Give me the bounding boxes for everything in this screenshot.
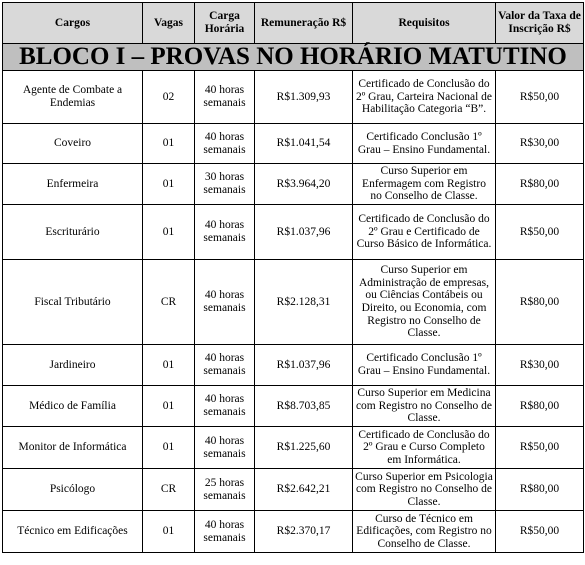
cargos-table: [2, 2, 584, 553]
cell-taxa: R$50,00: [496, 205, 584, 260]
cell-requisitos: Certificado Conclusão 1º Grau – Ensino Fundamental.: [353, 345, 496, 386]
cell-cargo: Jardineiro: [3, 345, 143, 386]
table-row: [3, 71, 584, 124]
cell-carga: 40 horas semanais: [195, 345, 255, 386]
cell-requisitos: Curso Superior em Administração de empresas, ou Ciências Contábeis ou Direito, ou Economia, com Registro no Conselho de Classe.: [353, 260, 496, 345]
cell-vagas: 01: [143, 511, 195, 553]
cell-remuneracao: R$2.128,31: [255, 260, 353, 345]
cell-cargo: Enfermeira: [3, 164, 143, 205]
cell-requisitos: Certificado de Conclusão do 2º Grau e Curso Completo em Informática.: [353, 427, 496, 469]
cell-vagas: CR: [143, 260, 195, 345]
cell-taxa: R$50,00: [496, 71, 584, 124]
cell-carga: 30 horas semanais: [195, 164, 255, 205]
cell-carga: 40 horas semanais: [195, 124, 255, 164]
cell-cargo: Coveiro: [3, 124, 143, 164]
header-vagas: Vagas: [143, 3, 195, 44]
table-row: [3, 469, 584, 511]
table-row: [3, 205, 584, 260]
cell-taxa: R$80,00: [496, 164, 584, 205]
cell-carga: 40 horas semanais: [195, 205, 255, 260]
header-requisitos: Requisitos: [353, 3, 496, 44]
cell-taxa: R$50,00: [496, 427, 584, 469]
cell-vagas: 01: [143, 205, 195, 260]
table-row: [3, 124, 584, 164]
cell-requisitos: Curso Superior em Medicina com Registro no Conselho de Classe.: [353, 386, 496, 427]
cell-vagas: 02: [143, 71, 195, 124]
header-remuneracao: Remuneração R$: [255, 3, 353, 44]
cell-cargo: Médico de Família: [3, 386, 143, 427]
cell-remuneracao: R$1.037,96: [255, 345, 353, 386]
cell-carga: 40 horas semanais: [195, 260, 255, 345]
cell-taxa: R$50,00: [496, 511, 584, 553]
cell-cargo: Psicólogo: [3, 469, 143, 511]
cell-cargo: Monitor de Informática: [3, 427, 143, 469]
cell-vagas: 01: [143, 164, 195, 205]
table-row: [3, 164, 584, 205]
block-title: BLOCO I – PROVAS NO HORÁRIO MATUTINO: [3, 44, 584, 71]
cell-taxa: R$80,00: [496, 260, 584, 345]
cell-taxa: R$80,00: [496, 469, 584, 511]
cell-remuneracao: R$1.225,60: [255, 427, 353, 469]
table-row: [3, 386, 584, 427]
cell-taxa: R$30,00: [496, 345, 584, 386]
header-cargos: Cargos: [3, 3, 143, 44]
header-row: [3, 3, 584, 44]
cell-requisitos: Curso Superior em Psicologia com Registro no Conselho de Classe.: [353, 469, 496, 511]
cell-requisitos: Curso de Técnico em Edificações, com Registro no Conselho de Classe.: [353, 511, 496, 553]
table-row: [3, 260, 584, 345]
cell-remuneracao: R$2.370,17: [255, 511, 353, 553]
cell-carga: 40 horas semanais: [195, 427, 255, 469]
cell-cargo: Agente de Combate a Endemias: [3, 71, 143, 124]
cell-vagas: 01: [143, 386, 195, 427]
cell-cargo: Fiscal Tributário: [3, 260, 143, 345]
cell-requisitos: Certificado de Conclusão do 2º Grau, Carteira Nacional de Habilitação Categoria “B”.: [353, 71, 496, 124]
cell-vagas: CR: [143, 469, 195, 511]
table-row: [3, 511, 584, 553]
cell-requisitos: Curso Superior em Enfermagem com Registro no Conselho de Classe.: [353, 164, 496, 205]
cell-vagas: 01: [143, 124, 195, 164]
table-row: [3, 427, 584, 469]
cell-requisitos: Certificado Conclusão 1º Grau – Ensino Fundamental.: [353, 124, 496, 164]
header-taxa-inscricao: Valor da Taxa de Inscrição R$: [496, 3, 584, 44]
cell-cargo: Técnico em Edificações: [3, 511, 143, 553]
cell-carga: 40 horas semanais: [195, 386, 255, 427]
cell-requisitos: Certificado de Conclusão do 2º Grau e Certificado de Curso Básico de Informática.: [353, 205, 496, 260]
cell-remuneracao: R$1.037,96: [255, 205, 353, 260]
cell-remuneracao: R$1.309,93: [255, 71, 353, 124]
header-carga-horaria: Carga Horária: [195, 3, 255, 44]
cell-remuneracao: R$1.041,54: [255, 124, 353, 164]
cell-cargo: Escriturário: [3, 205, 143, 260]
cell-carga: 40 horas semanais: [195, 71, 255, 124]
cell-taxa: R$30,00: [496, 124, 584, 164]
cell-remuneracao: R$2.642,21: [255, 469, 353, 511]
cell-vagas: 01: [143, 345, 195, 386]
table-row: [3, 345, 584, 386]
cell-remuneracao: R$8.703,85: [255, 386, 353, 427]
cell-carga: 25 horas semanais: [195, 469, 255, 511]
cell-carga: 40 horas semanais: [195, 511, 255, 553]
cell-remuneracao: R$3.964,20: [255, 164, 353, 205]
block-title-row: [3, 44, 584, 71]
cell-vagas: 01: [143, 427, 195, 469]
cell-taxa: R$80,00: [496, 386, 584, 427]
